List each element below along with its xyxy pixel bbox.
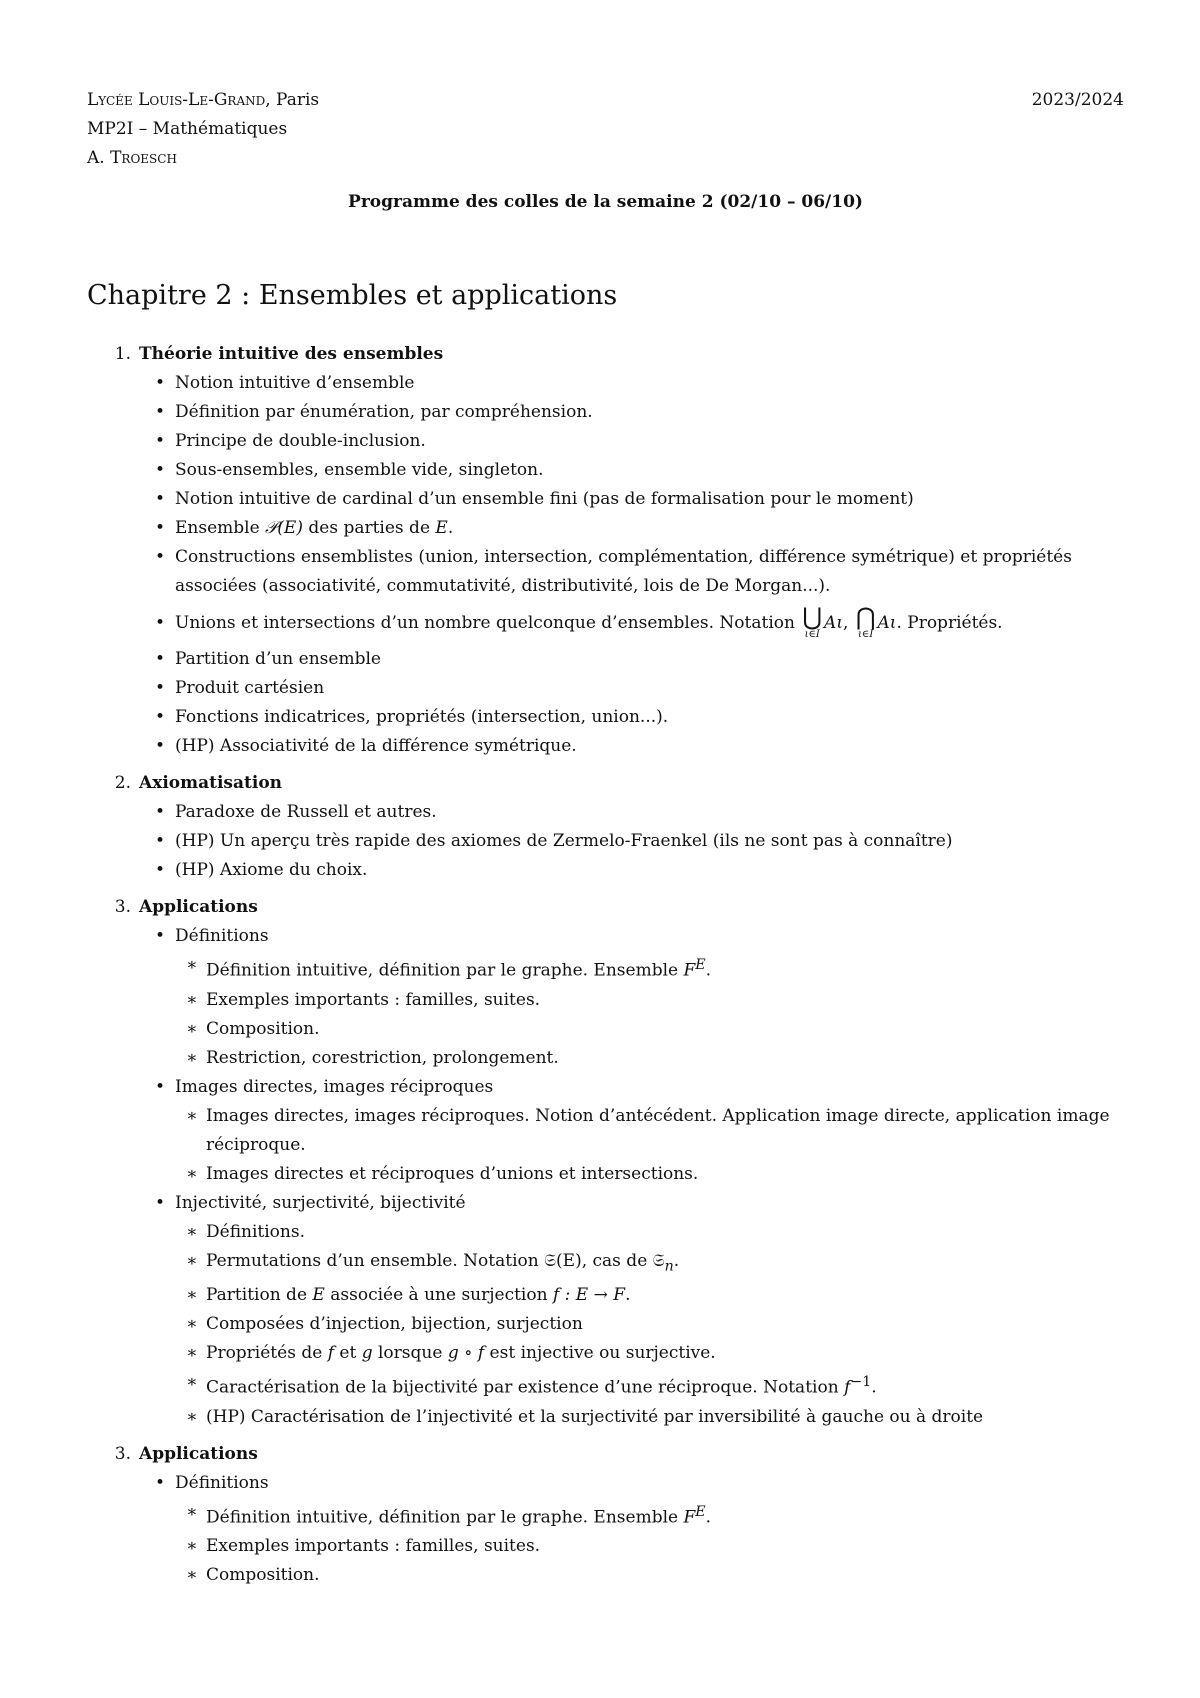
list-item: • (HP) Associativité de la différence symétrique. — [87, 732, 1124, 761]
section-number: 3. — [114, 897, 131, 917]
sub-list-item: ∗ Permutations d’un ensemble. Notation 𝔖(E), cas de 𝔖$_n$. — [87, 1247, 1124, 1281]
bullet-icon: • — [155, 802, 166, 822]
asterisk-bullet-icon: ∗ — [186, 1501, 198, 1522]
list-item: • Sous-ensembles, ensemble vide, singleton. — [87, 456, 1124, 485]
bullet-icon: • — [155, 489, 166, 509]
asterisk-bullet-icon: ∗ — [186, 1285, 198, 1306]
section-number: 1. — [114, 344, 131, 364]
section-set-theory — [87, 340, 1124, 761]
bullet-icon: • — [155, 926, 166, 946]
section-applications — [87, 893, 1124, 1432]
section-axiomatisation — [87, 769, 1124, 885]
bullet-icon: • — [155, 1472, 166, 1493]
class-line: MP2I – Mathématiques — [87, 119, 288, 139]
bullet-icon: • — [155, 1192, 166, 1213]
list-item: • Partition d’un ensemble — [87, 645, 1124, 674]
bullet-icon: • — [155, 460, 166, 480]
list-item: • Principe de double-inclusion. — [87, 427, 1124, 456]
bullet-icon: • — [155, 678, 166, 698]
list-item: • Notion intuitive de cardinal d’un ensemble fini (pas de formalisation pour le moment) — [87, 485, 1124, 514]
section-heading — [87, 1440, 1124, 1469]
section-title: Axiomatisation — [139, 773, 283, 793]
section-title: Applications — [139, 1443, 258, 1464]
section-heading — [87, 769, 1124, 798]
list-item: • Définitions — [87, 922, 1124, 951]
asterisk-bullet-icon: ∗ — [186, 1406, 198, 1427]
list-item: • Notion intuitive d’ensemble — [87, 369, 1124, 398]
list-item: • Unions et intersections d’un nombre quelconque d’ensembles. Notation ⋃ ι∈I Aι, ⋂ ι∈I Aι. Propriétés. — [87, 601, 1124, 645]
list-item: • Injectivité, surjectivité, bijectivité — [87, 1189, 1124, 1218]
sub-list-item: ∗ Restriction, corestriction, prolongement. — [87, 1044, 1124, 1073]
list-item: • Ensemble 𝒫(E) des parties de E. — [87, 514, 1124, 543]
school-city: , Paris — [265, 90, 320, 110]
section-number: 2. — [114, 773, 131, 793]
list-item: • Définition par énumération, par compréhension. — [87, 398, 1124, 427]
asterisk-bullet-icon: ∗ — [186, 1163, 198, 1184]
sub-list-item: ∗ Caractérisation de la bijectivité par existence d’une réciproque. Notation $f^{-1}$. — [87, 1368, 1124, 1403]
chapter-title: Chapitre 2 : Ensembles et applications — [87, 280, 618, 311]
section-title: Applications — [139, 897, 258, 917]
bullet-icon: • — [155, 736, 166, 756]
bullet-icon: • — [155, 373, 166, 393]
school-name: Lycée Louis-Le-Grand — [87, 90, 266, 110]
big-intersection-operator: ⋂ ι∈I — [855, 602, 876, 640]
bullet-icon: • — [155, 1076, 166, 1097]
asterisk-bullet-icon: ∗ — [186, 1565, 198, 1586]
section-heading — [87, 340, 1124, 369]
sub-list-item: ∗ Exemples importants : familles, suites. — [87, 986, 1124, 1015]
list-item: • (HP) Axiome du choix. — [87, 856, 1124, 885]
list-item: • Produit cartésien — [87, 674, 1124, 703]
program-content — [87, 340, 1124, 1598]
sub-list-item: ∗ Exemples importants : familles, suites. — [87, 1532, 1124, 1561]
sub-list-item: ∗ Images directes et réciproques d’unions et intersections. — [87, 1160, 1124, 1189]
bullet-icon: • — [155, 431, 166, 451]
asterisk-bullet-icon: ∗ — [186, 955, 198, 975]
bullet-icon: • — [155, 860, 166, 880]
asterisk-bullet-icon: ∗ — [186, 1018, 198, 1039]
sub-list-item: ∗ Images directes, images réciproques. Notion d’antécédent. Application image directe, application image réciproque. — [87, 1102, 1124, 1160]
asterisk-bullet-icon: ∗ — [186, 1314, 198, 1335]
bullet-icon: • — [155, 613, 166, 633]
list-item: • Constructions ensemblistes (union, intersection, complémentation, différence symétrique) et propriétés associées (associativité, commutativité, distributivité, lois de De Morgan...). — [87, 543, 1124, 601]
sub-list-item: ∗ Définitions. — [87, 1218, 1124, 1247]
section-title: Théorie intuitive des ensembles — [139, 344, 444, 364]
list-item: • Définitions — [87, 1469, 1124, 1498]
asterisk-bullet-icon: ∗ — [186, 1047, 198, 1068]
list-item: • Paradoxe de Russell et autres. — [87, 798, 1124, 827]
sub-list-item: ∗ Composées d’injection, bijection, surjection — [87, 1310, 1124, 1339]
school-year: 2023/2024 — [1031, 90, 1124, 110]
sub-list-item: ∗ Composition. — [87, 1015, 1124, 1044]
sub-list-item: ∗ (HP) Caractérisation de l’injectivité et la surjectivité par inversibilité à gauche ou à droite — [87, 1403, 1124, 1432]
colle-program-title: Programme des colles de la semaine 2 (02/10 – 06/10) — [348, 192, 863, 212]
header — [87, 86, 1124, 173]
sub-list-item: ∗ Définition intuitive, définition par le graphe. Ensemble $F^E$. — [87, 951, 1124, 986]
teacher-name: A. Troesch — [87, 148, 177, 168]
asterisk-bullet-icon: ∗ — [186, 1343, 198, 1364]
section-number: 3. — [114, 1443, 131, 1464]
bullet-icon: • — [155, 402, 166, 422]
bullet-icon: • — [155, 518, 166, 538]
bullet-icon: • — [155, 547, 166, 567]
bullet-icon: • — [155, 707, 166, 727]
section-applications-repeat — [87, 1440, 1124, 1591]
sub-list-item: ∗ Composition. — [87, 1561, 1124, 1590]
asterisk-bullet-icon: ∗ — [186, 1536, 198, 1557]
powerset-notation: 𝒫(E) — [265, 518, 303, 538]
section-heading — [87, 893, 1124, 922]
asterisk-bullet-icon: ∗ — [186, 1221, 198, 1242]
sub-list-item: ∗ Partition de E associée à une surjection f : E → F. — [87, 1281, 1124, 1310]
list-item: • (HP) Un aperçu très rapide des axiomes de Zermelo-Fraenkel (ils ne sont pas à connaître) — [87, 827, 1124, 856]
asterisk-bullet-icon: ∗ — [186, 1105, 198, 1126]
bullet-icon: • — [155, 649, 166, 669]
list-item: • Images directes, images réciproques — [87, 1073, 1124, 1102]
school-line — [87, 86, 1124, 115]
sub-list-item: ∗ Définition intuitive, définition par le graphe. Ensemble $F^E$. — [87, 1498, 1124, 1533]
big-union-operator: ⋃ ι∈I — [802, 602, 823, 640]
bullet-icon: • — [155, 831, 166, 851]
list-item: • Fonctions indicatrices, propriétés (intersection, union...). — [87, 703, 1124, 732]
sub-list-item: ∗ Propriétés de f et g lorsque g ∘ f est injective ou surjective. — [87, 1339, 1124, 1368]
asterisk-bullet-icon: ∗ — [186, 1250, 198, 1271]
asterisk-bullet-icon: ∗ — [186, 989, 198, 1010]
asterisk-bullet-icon: ∗ — [186, 1372, 198, 1393]
